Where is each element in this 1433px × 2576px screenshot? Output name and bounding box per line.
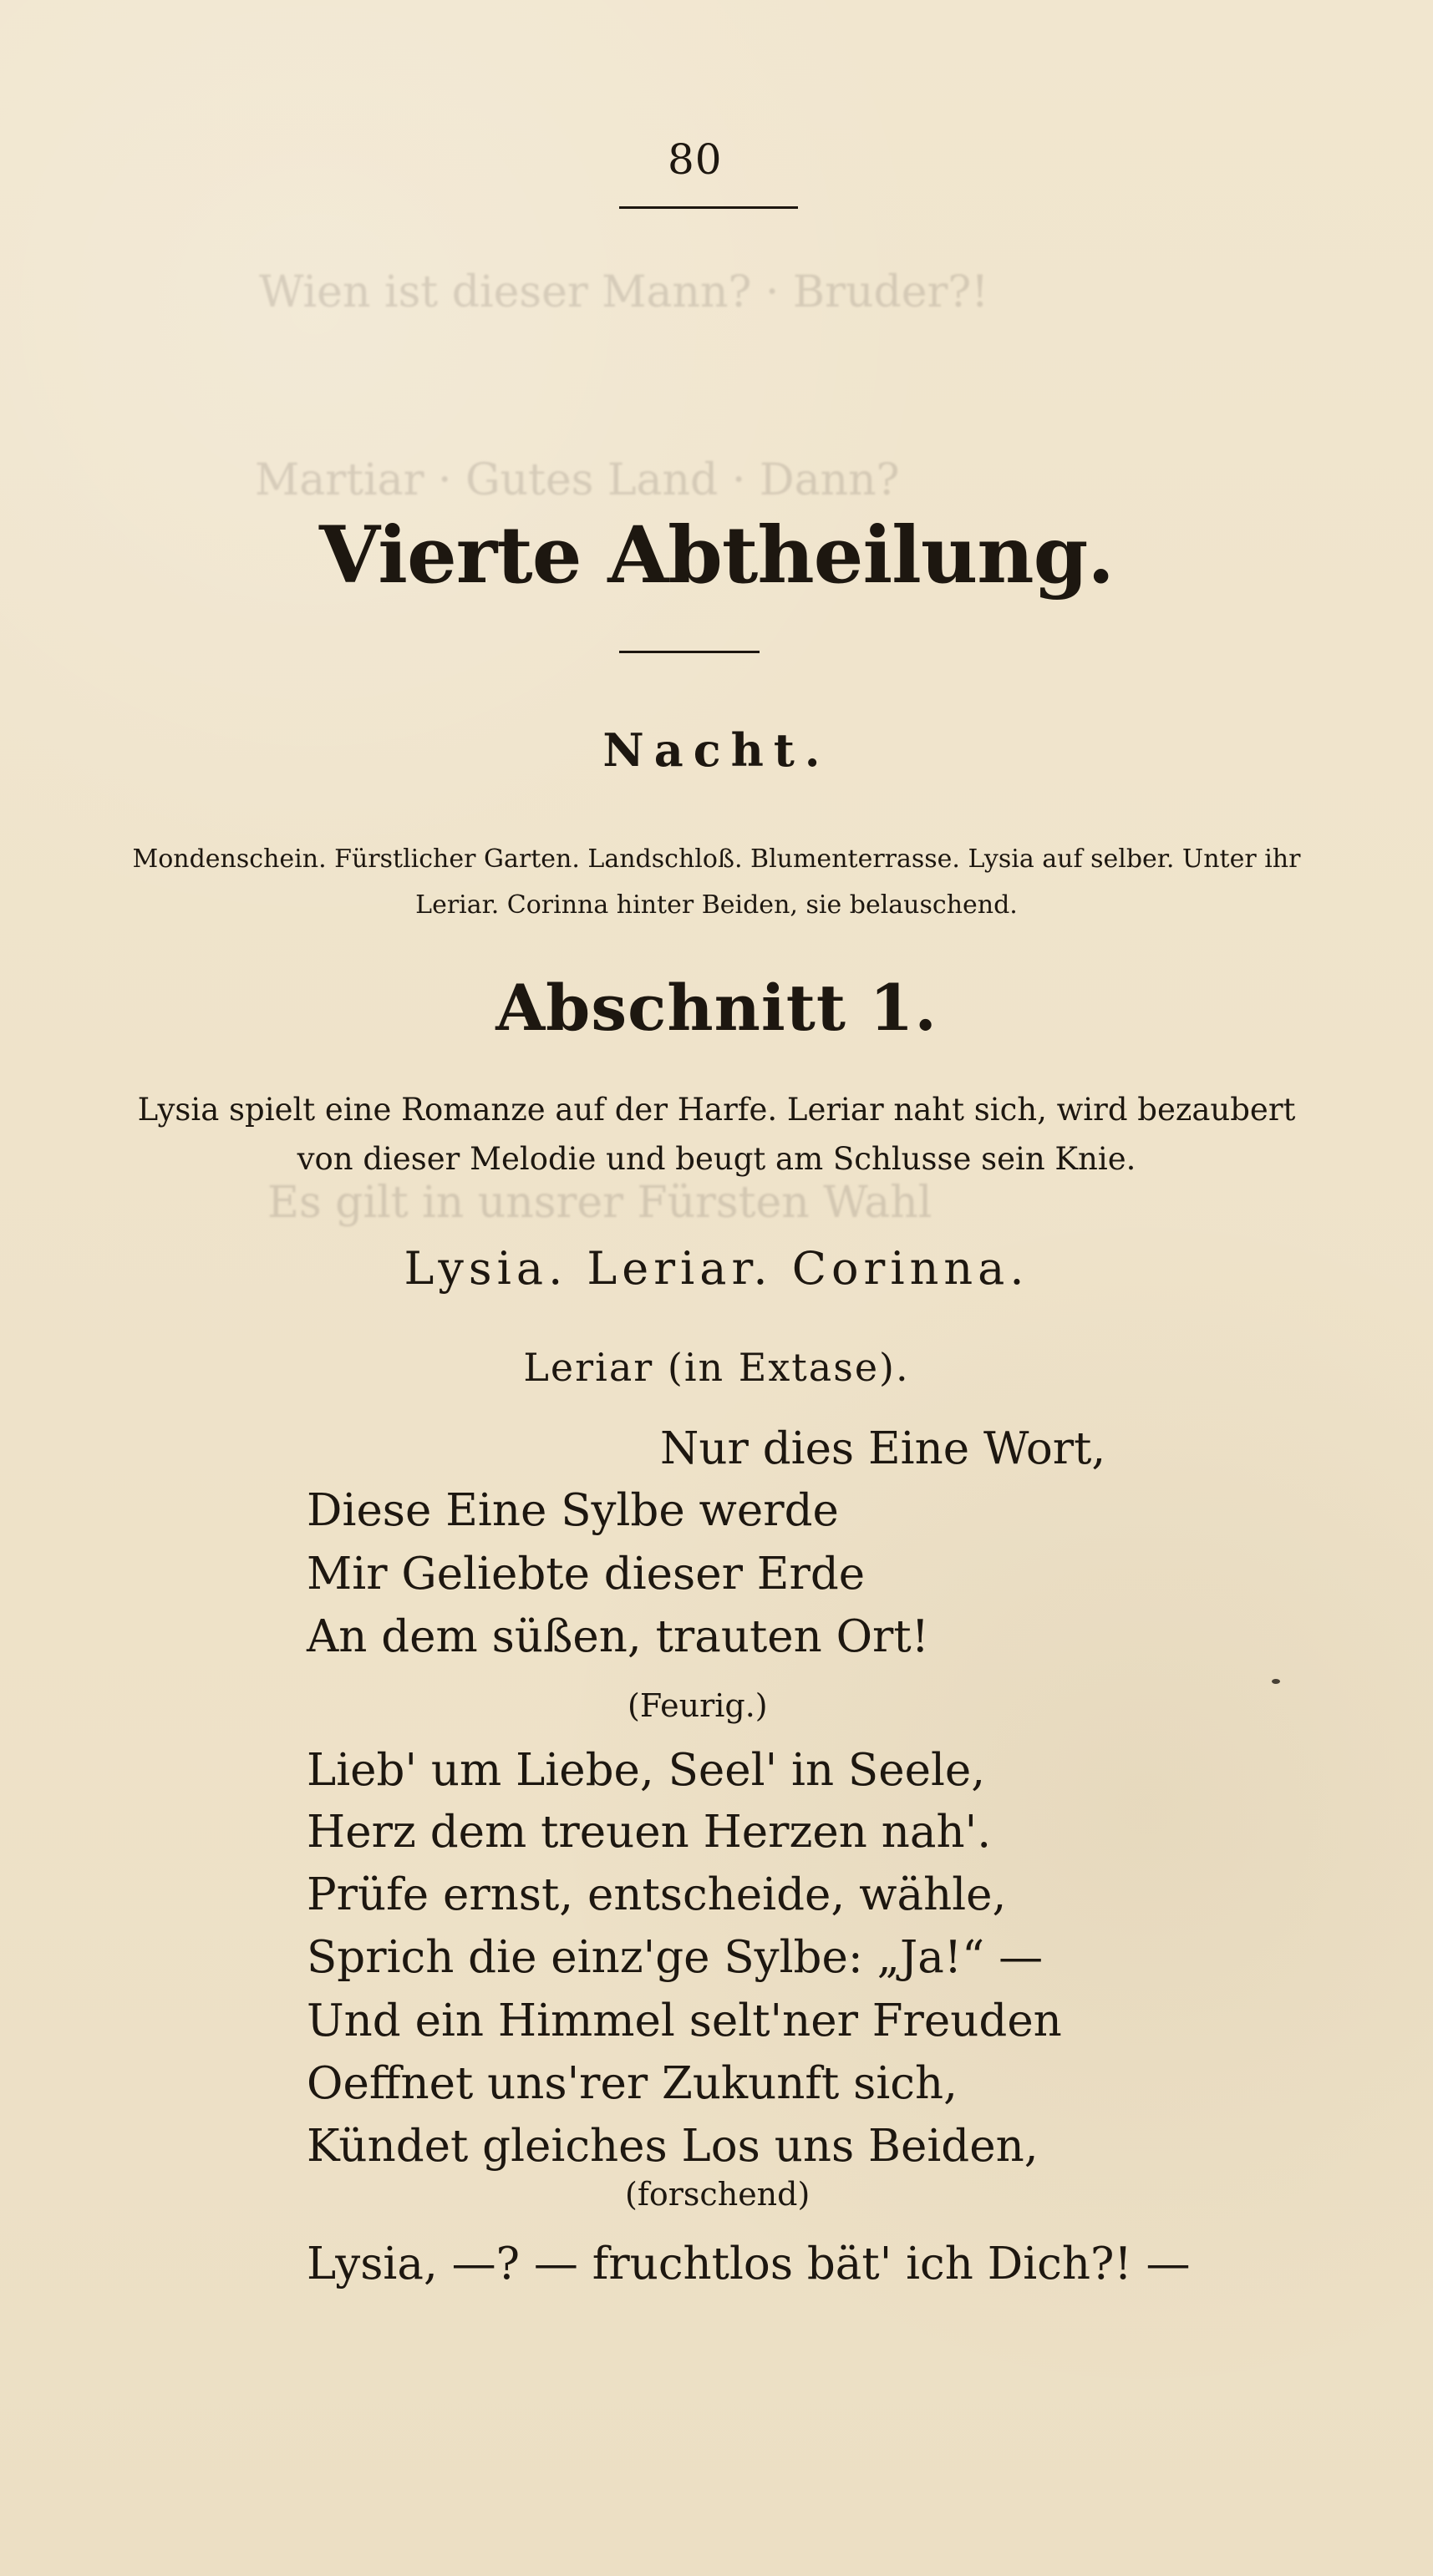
verse-line: Kündet gleiches Los uns Beiden, — [307, 2121, 1039, 2172]
scene-note-line-1: Lysia spielt eine Romanze auf der Harfe. Leriar naht sich, wird bezaubert — [137, 1092, 1296, 1128]
stage-direction-line-2: Leriar. Corinna hinter Beiden, sie belauschend. — [415, 890, 1018, 920]
verse-line: Prüfe ernst, entscheide, wähle, — [307, 1869, 1007, 1920]
verse-line: Mir Geliebte dieser Erde — [307, 1549, 866, 1600]
verse-line: Herz dem treuen Herzen nah'. — [307, 1807, 992, 1858]
verse-line: Oeffnet uns'rer Zukunft sich, — [307, 2058, 958, 2109]
verse-line: Diese Eine Sylbe werde — [307, 1485, 839, 1536]
verse-line: Sprich die einz'ge Sylbe: „Ja!“ — — [307, 1932, 1044, 1983]
top-rule — [619, 206, 798, 209]
stage-direction: (Feurig.) — [628, 1687, 768, 1724]
verse-line: Lysia, —? — fruchtlos bät' ich Dich?! — — [307, 2239, 1191, 2289]
reverse-side-bleed: Wien ist dieser Mann? · Bruder?! — [259, 267, 989, 317]
scene-note-line-2: von dieser Melodie und beugt am Schlusse sein Knie. — [297, 1141, 1136, 1177]
stage-direction: (forschend) — [625, 2176, 811, 2213]
page-number: 80 — [668, 135, 723, 184]
section-title: Vierte Abtheilung. — [318, 510, 1115, 601]
speaker-label: Leriar (in Extase). — [523, 1345, 910, 1390]
verse-line: Lieb' um Liebe, Seel' in Seele, — [307, 1745, 986, 1796]
ink-mark — [1272, 1679, 1280, 1684]
verse-line: Und ein Himmel selt'ner Freuden — [307, 1995, 1062, 2046]
verse-line: An dem süßen, trauten Ort! — [307, 1611, 929, 1662]
verse-line: Nur dies Eine Wort, — [660, 1423, 1106, 1474]
subheading: Abschnitt 1. — [495, 971, 938, 1045]
reverse-side-bleed: Martiar · Gutes Land · Dann? — [255, 455, 900, 505]
cast-list: Lysia. Leriar. Corinna. — [404, 1242, 1029, 1295]
reverse-side-bleed: Es gilt in unsrer Fürsten Wahl — [267, 1178, 932, 1228]
section-rule — [619, 651, 760, 653]
stage-direction-line-1: Mondenschein. Fürstlicher Garten. Landschloß. Blumenterrasse. Lysia auf selber. Unter ihr — [132, 844, 1301, 874]
time-heading: Nacht. — [602, 723, 831, 777]
